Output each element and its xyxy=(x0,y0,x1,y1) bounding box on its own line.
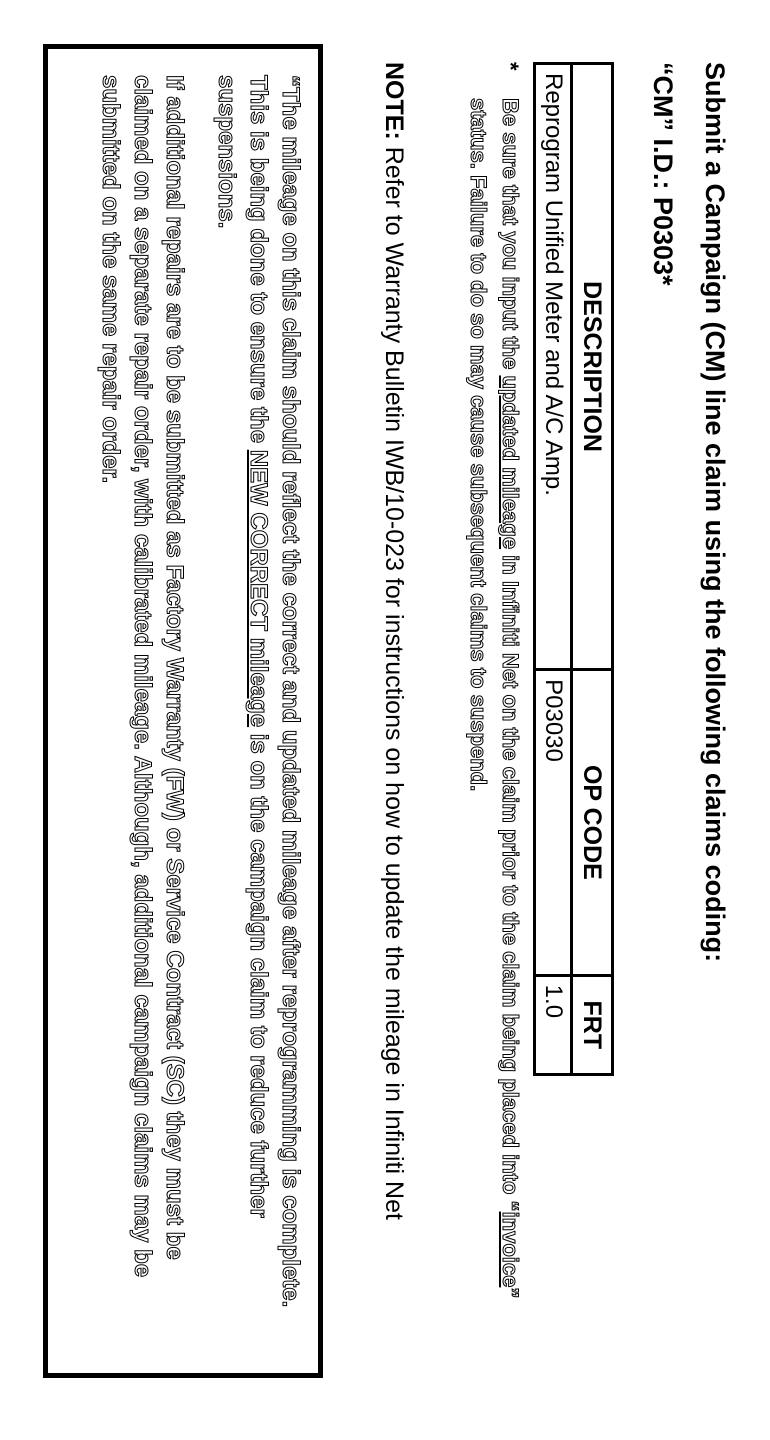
header-description: DESCRIPTION xyxy=(572,64,613,670)
cell-description: Reprogram Unified Meter and A/C Amp. xyxy=(535,64,572,670)
note-label: NOTE: xyxy=(380,62,408,140)
table-row xyxy=(535,64,572,1075)
bullet-text-mid: in Infiniti Net on the claim prior to the claim being placed into “ xyxy=(498,549,523,1212)
mileage-bullet-note xyxy=(462,62,526,1302)
bullet-text xyxy=(462,62,526,1302)
bullet-underline-invoice: invoice xyxy=(498,1211,523,1288)
bullet-text-post: ” status. Failure to do so may cause subsequent claims to suspend. xyxy=(466,98,523,1299)
claims-coding-table xyxy=(533,62,614,1076)
mileage-info-box xyxy=(43,44,323,1378)
warranty-bulletin-note xyxy=(379,62,408,1220)
bullet-underline-updated-mileage: updated mileage xyxy=(498,375,523,550)
cell-op-code: P03030 xyxy=(535,670,572,976)
bullet-text-pre: Be sure that you input the xyxy=(498,98,523,376)
note-text: Refer to Warranty Bulletin IWB/10-023 for instructions on how to update the mileage in Infiniti Net xyxy=(380,139,408,1220)
box-paragraph-additional-repairs: If additional repairs are to be submitted as Factory Warranty (FW) or Service Contract (SC) they must be claimed on a separate repair order, with calibrated mileage. Although, additional campaign claims may be submitted on the same repair order. xyxy=(97,75,188,1278)
header-op-code: OP CODE xyxy=(572,670,613,976)
cell-frt: 1.0 xyxy=(535,975,572,1074)
box-underline-new-correct-mileage: NEW CORRECT mileage xyxy=(245,449,272,728)
bullet-asterisk: * xyxy=(498,62,523,71)
box-p1-pre: “The mileage on this claim should reflect the correct and updated mileage after reprogramming is complete. This is being done to ensure the xyxy=(245,75,304,1308)
table-header-row xyxy=(572,64,613,1075)
cm-id-label: “CM” I.D.: P0303* xyxy=(648,62,678,286)
box-p1-post: is on the campaign claim to reduce further suspensions. xyxy=(213,75,272,1218)
box-paragraph-mileage xyxy=(210,75,306,1335)
header-frt: FRT xyxy=(572,975,613,1074)
page-heading: Submit a Campaign (CM) line claim using the following claims coding: xyxy=(700,62,730,963)
